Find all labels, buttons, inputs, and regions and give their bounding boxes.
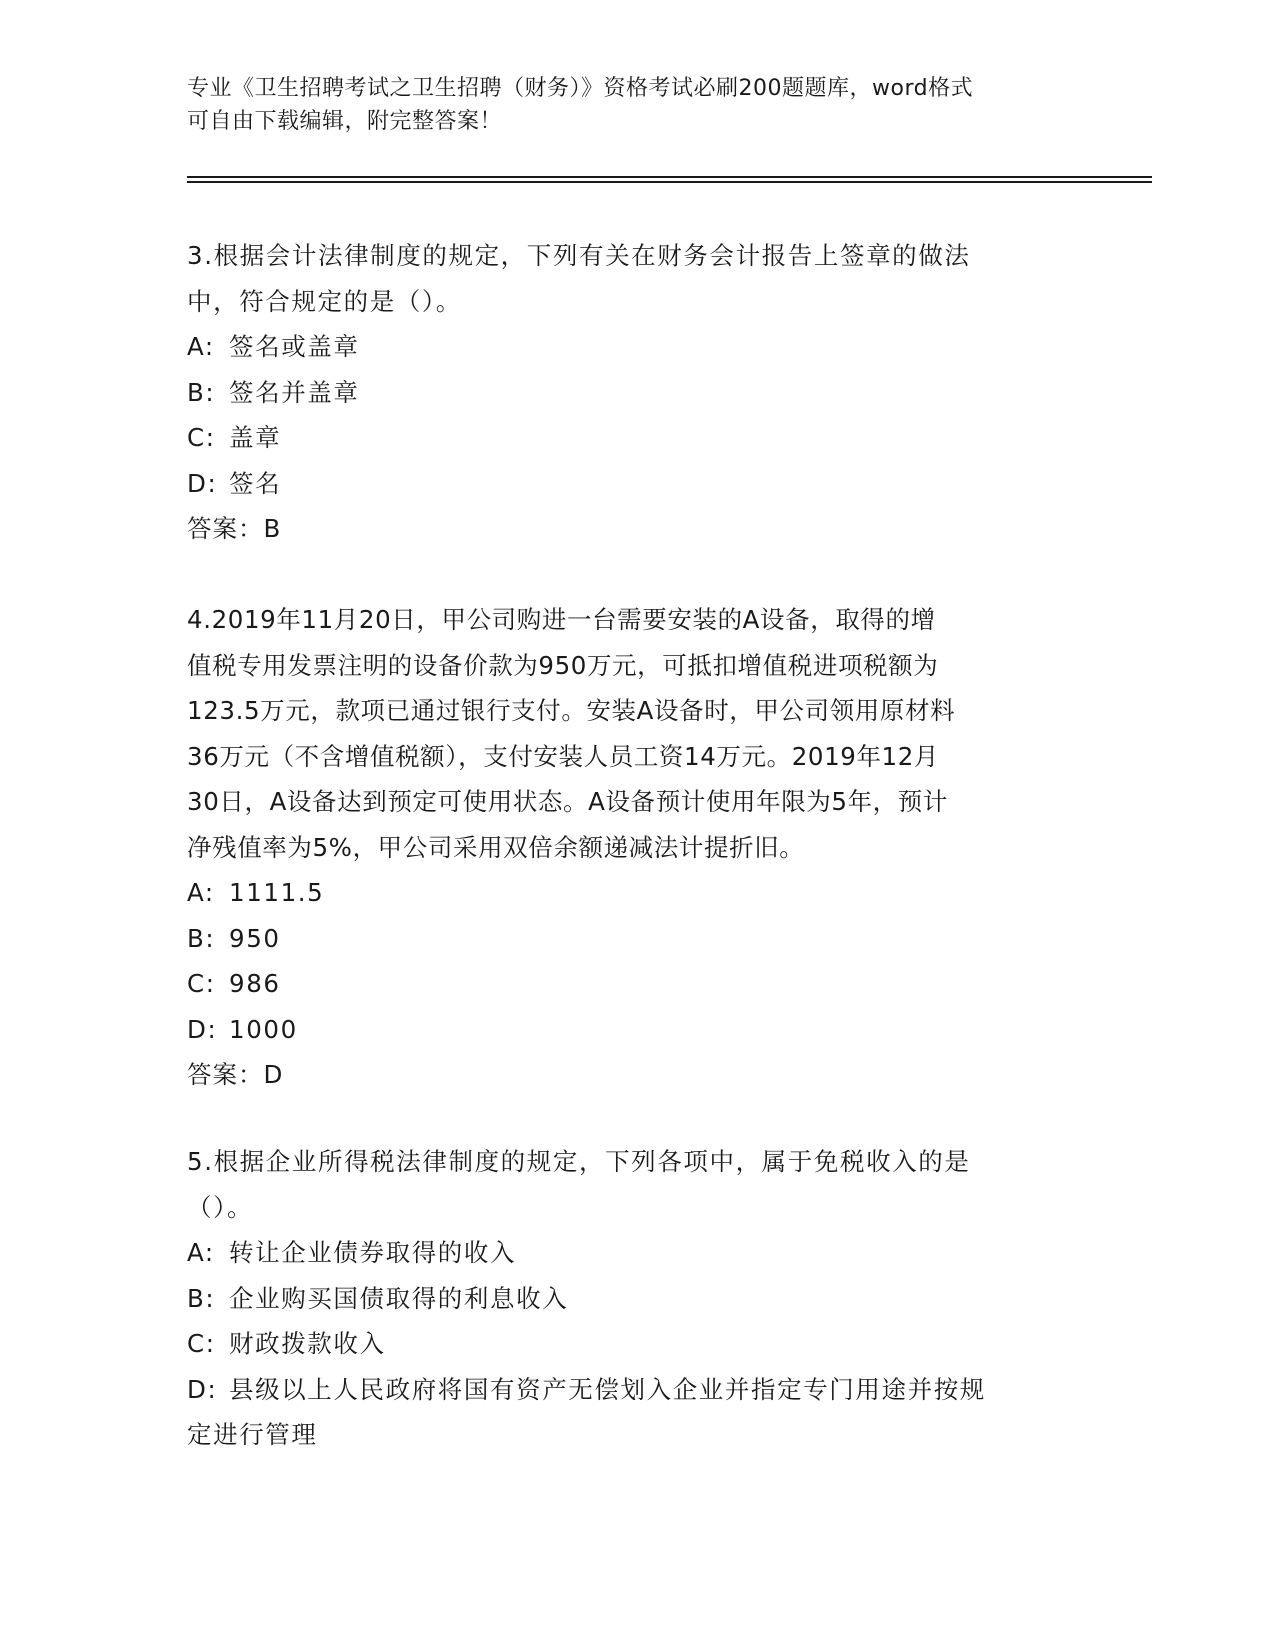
question-stem-line: （）。 — [187, 1192, 254, 1222]
question-stem-line: 净残值率为5%，甲公司采用双倍余额递减法计提折旧。 — [187, 832, 805, 862]
option-text: 县级以上人民政府将国有资产无偿划入企业并指定专门用途并按规 — [229, 1374, 986, 1404]
option-b — [187, 1276, 1087, 1322]
question-5 — [187, 1139, 1087, 1458]
option-a — [187, 1230, 1087, 1276]
option-text: 986 — [229, 969, 281, 998]
answer-line: 答案：B — [187, 514, 282, 543]
option-c — [187, 1321, 1087, 1367]
option-text: 签名并盖章 — [229, 377, 360, 407]
option-b — [187, 916, 1087, 962]
option-key: D: — [187, 1014, 218, 1044]
option-key: C: — [187, 969, 216, 998]
option-key: B: — [187, 923, 216, 953]
option-text: 财政拨款收入 — [229, 1329, 386, 1358]
option-text: 企业购买国债取得的利息收入 — [229, 1283, 569, 1313]
document-header — [187, 72, 1067, 138]
option-key: C: — [187, 423, 216, 452]
option-key: B: — [187, 1283, 216, 1313]
option-text: 转让企业债券取得的收入 — [229, 1238, 517, 1267]
header-divider-bottom — [187, 181, 1152, 183]
question-stem-line: 36万元（不含增值税额），支付安装人员工资14万元。2019年12月 — [187, 741, 940, 771]
option-a — [187, 870, 1087, 916]
question-3 — [187, 233, 1087, 552]
option-key: C: — [187, 1329, 216, 1358]
question-4 — [187, 597, 1087, 1098]
question-stem-line: 30日，A设备达到预定可使用状态。A设备预计使用年限为5年，预计 — [187, 787, 948, 816]
option-text: 签名 — [229, 468, 282, 498]
option-key: D: — [187, 468, 218, 498]
answer-line: 答案：D — [187, 1060, 284, 1089]
option-text: 签名或盖章 — [229, 332, 360, 361]
option-continuation-line: 定进行管理 — [187, 1420, 318, 1449]
question-stem-line: 中，符合规定的是（）。 — [187, 286, 462, 316]
header-divider-top — [187, 176, 1152, 178]
option-text: 盖章 — [229, 423, 282, 452]
option-a — [187, 324, 1087, 370]
header-title-line-1: 专业《卫生招聘考试之卫生招聘（财务）》资格考试必刷200题题库，word格式 — [187, 76, 974, 101]
question-stem-line: 3.根据会计法律制度的规定，下列有关在财务会计报告上签章的做法 — [187, 241, 971, 270]
question-stem-line: 4.2019年11月20日，甲公司购进一台需要安装的A设备，取得的增 — [187, 605, 936, 634]
option-d — [187, 1367, 1087, 1413]
question-stem-line: 值税专用发票注明的设备价款为950万元，可抵扣增值税进项税额为 — [187, 650, 939, 680]
option-key: B: — [187, 377, 216, 407]
option-d — [187, 461, 1087, 507]
option-key: A: — [187, 878, 215, 907]
question-stem-line: 123.5万元，款项已通过银行支付。安装A设备时，甲公司领用原材料 — [187, 696, 956, 725]
option-key: A: — [187, 332, 215, 361]
option-c — [187, 415, 1087, 461]
option-c — [187, 961, 1087, 1007]
option-key: A: — [187, 1238, 215, 1267]
option-d — [187, 1007, 1087, 1053]
option-text: 1111.5 — [229, 878, 325, 907]
option-text: 1000 — [229, 1014, 298, 1044]
option-b — [187, 370, 1087, 416]
option-key: D: — [187, 1374, 218, 1404]
question-stem-line: 5.根据企业所得税法律制度的规定，下列各项中，属于免税收入的是 — [187, 1147, 971, 1176]
header-title-line-2: 可自由下载编辑，附完整答案！ — [187, 109, 503, 134]
option-text: 950 — [229, 923, 281, 953]
